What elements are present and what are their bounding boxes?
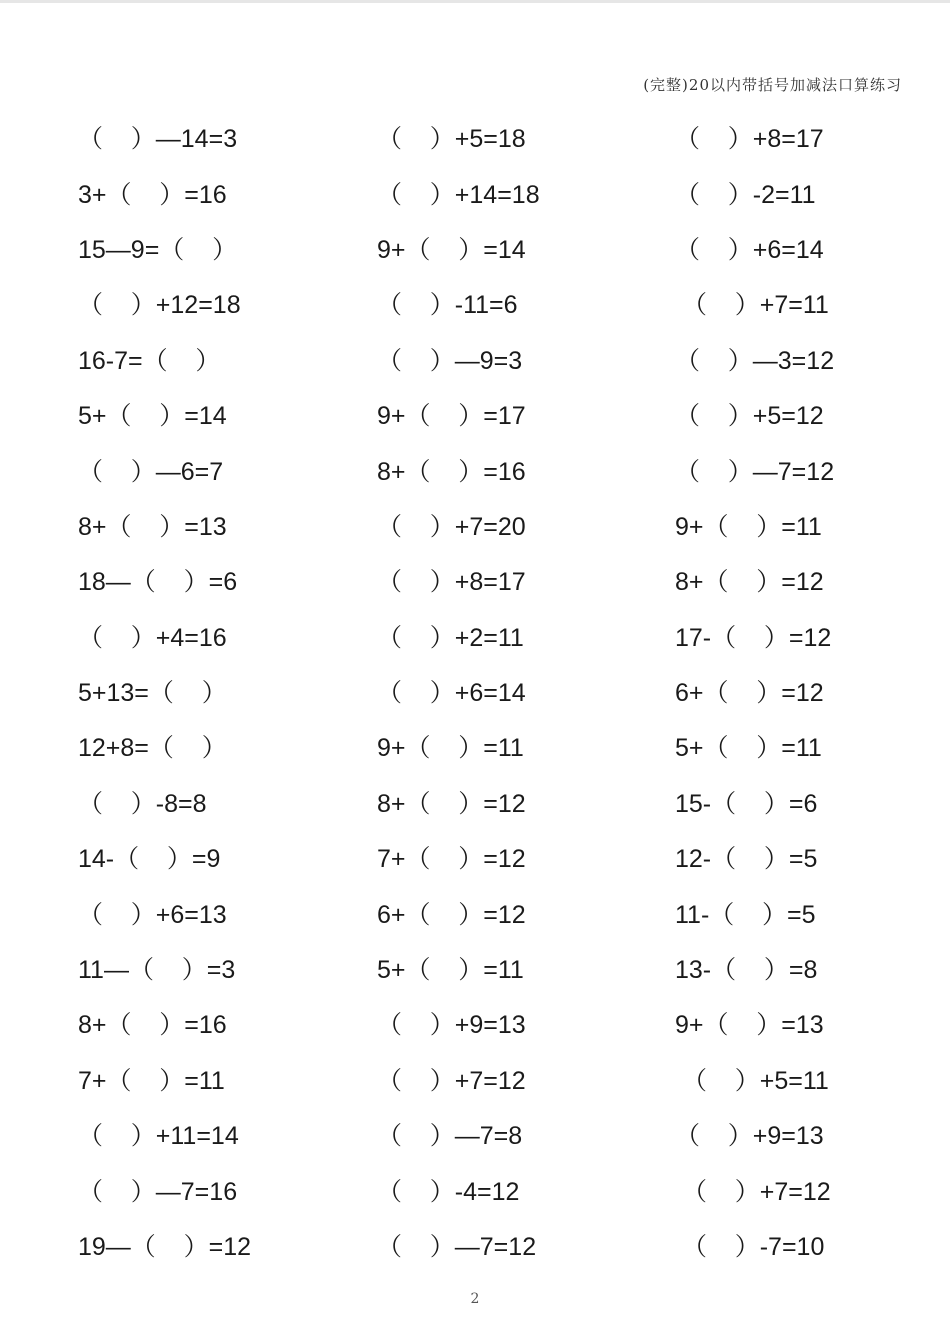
exercise-item: （ ）+7=12: [377, 1066, 526, 1095]
exercise-item: 15-（ ）=6: [675, 789, 818, 818]
exercise-item: （ ）-11=6: [377, 291, 518, 320]
exercise-item: 9+（ ）=14: [377, 235, 526, 264]
exercise-item: （ ）—3=12: [675, 346, 835, 375]
exercise-item: 11-（ ）=5: [675, 900, 816, 929]
exercise-item: （ ）+9=13: [377, 1011, 526, 1040]
exercise-item: 17-（ ）=12: [675, 623, 832, 652]
exercise-row: [78, 500, 898, 555]
exercise-row: [78, 998, 898, 1053]
exercise-item: （ ）+7=12: [675, 1177, 831, 1206]
exercise-row: [78, 1164, 898, 1219]
exercise-item: （ ）+5=12: [675, 402, 824, 431]
exercise-item: （ ）—9=3: [377, 346, 523, 375]
exercise-item: 8+（ ）=12: [675, 568, 824, 597]
exercise-row: [78, 1220, 898, 1275]
exercise-item: 9+（ ）=11: [377, 734, 524, 763]
exercise-item: （ ）+5=18: [377, 125, 526, 154]
exercise-item: （ ）—7=16: [78, 1177, 238, 1206]
exercise-item: （ ）—6=7: [78, 457, 224, 486]
exercise-item: 18—（ ）=6: [78, 568, 238, 597]
exercise-item: （ ）+4=16: [78, 623, 227, 652]
exercise-item: （ ）+11=14: [78, 1122, 239, 1151]
page-number: 2: [470, 1291, 480, 1307]
exercise-item: （ ）-8=8: [78, 789, 207, 818]
exercise-row: [78, 223, 898, 278]
exercise-row: [78, 334, 898, 389]
exercise-item: 12-（ ）=5: [675, 845, 818, 874]
exercise-item: 19—（ ）=12: [78, 1233, 251, 1261]
exercise-item: （ ）+8=17: [675, 125, 824, 154]
exercise-item: 8+（ ）=12: [377, 789, 526, 818]
exercise-item: （ ）+2=11: [377, 623, 524, 652]
exercise-item: 3+（ ）=16: [78, 180, 227, 209]
exercise-item: 14-（ ）=9: [78, 845, 221, 874]
exercise-row: [78, 611, 898, 666]
exercise-row: [78, 887, 898, 942]
exercise-row: [78, 1109, 898, 1164]
exercise-row: [78, 112, 898, 167]
exercise-item: （ ）—14=3: [78, 125, 238, 154]
exercise-item: 5+（ ）=14: [78, 402, 227, 431]
exercise-item: （ ）—7=12: [377, 1233, 537, 1261]
exercise-row: [78, 167, 898, 222]
exercise-item: （ ）—7=8: [377, 1122, 523, 1151]
exercise-item: （ ）+6=14: [377, 679, 526, 708]
exercise-item: （ ）-7=10: [675, 1233, 825, 1261]
document-title: (完整)20以内带括号加减法口算练习: [643, 76, 902, 94]
exercise-item: （ ）-4=12: [377, 1177, 520, 1206]
exercise-item: 15—9=（ ）: [78, 235, 238, 264]
exercise-row: [78, 1054, 898, 1109]
exercise-item: 11—（ ）=3: [78, 956, 236, 985]
exercise-row: [78, 777, 898, 832]
exercise-item: （ ）+8=17: [377, 568, 526, 597]
exercise-item: （ ）—7=12: [675, 457, 835, 486]
exercise-item: （ ）-2=11: [675, 180, 816, 209]
exercise-item: 8+（ ）=16: [78, 1011, 227, 1040]
exercise-item: 12+8=（ ）: [78, 734, 227, 763]
exercise-item: （ ）+6=14: [675, 235, 824, 264]
exercise-row: [78, 278, 898, 333]
exercise-item: 16-7=（ ）: [78, 346, 221, 375]
exercise-item: 5+（ ）=11: [675, 734, 822, 763]
exercise-item: 9+（ ）=17: [377, 402, 526, 431]
page-top-edge: [0, 0, 950, 3]
exercise-row: [78, 832, 898, 887]
exercise-item: （ ）+6=13: [78, 900, 227, 929]
exercise-grid: [78, 112, 898, 1275]
exercise-item: 8+（ ）=13: [78, 512, 227, 541]
exercise-row: [78, 943, 898, 998]
exercise-item: 13-（ ）=8: [675, 956, 818, 985]
exercise-item: 9+（ ）=11: [675, 512, 822, 541]
exercise-item: （ ）+7=20: [377, 512, 526, 541]
exercise-item: 6+（ ）=12: [377, 900, 526, 929]
exercise-item: 5+13=（ ）: [78, 679, 227, 708]
exercise-item: （ ）+7=11: [675, 291, 829, 320]
exercise-item: 7+（ ）=12: [377, 845, 526, 874]
exercise-row: [78, 666, 898, 721]
exercise-item: 6+（ ）=12: [675, 679, 824, 708]
exercise-item: 7+（ ）=11: [78, 1066, 225, 1095]
exercise-item: （ ）+9=13: [675, 1122, 824, 1151]
exercise-row: [78, 555, 898, 610]
exercise-row: [78, 721, 898, 776]
exercise-item: 8+（ ）=16: [377, 457, 526, 486]
exercise-row: [78, 389, 898, 444]
exercise-item: 5+（ ）=11: [377, 956, 524, 985]
exercise-row: [78, 444, 898, 499]
exercise-item: （ ）+12=18: [78, 291, 241, 320]
exercise-item: （ ）+14=18: [377, 180, 540, 209]
exercise-item: 9+（ ）=13: [675, 1011, 824, 1040]
exercise-item: （ ）+5=11: [675, 1066, 829, 1095]
